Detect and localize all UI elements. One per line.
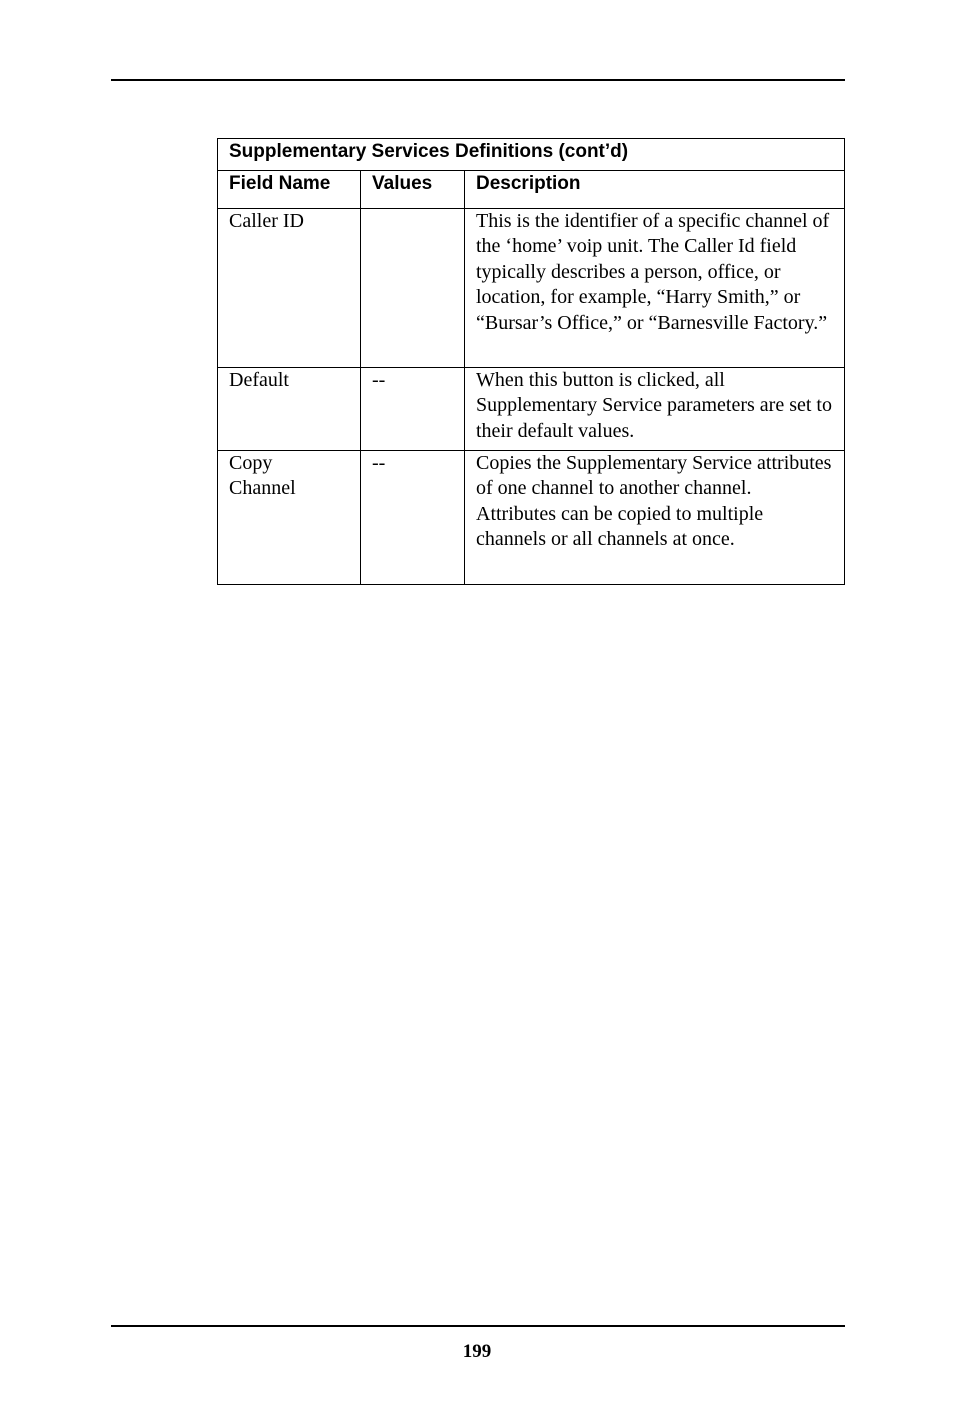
values-cell: -- (361, 451, 465, 585)
footer-rule (111, 1325, 845, 1327)
values-cell: -- (361, 368, 465, 451)
values-cell (361, 209, 465, 368)
page-number: 199 (462, 1341, 492, 1362)
column-header-description: Description (465, 171, 845, 209)
table-row (218, 368, 845, 451)
header-rule (111, 79, 845, 81)
column-header-values: Values (361, 171, 465, 209)
table-row (218, 451, 845, 585)
field-name-cell: Copy Channel (218, 451, 361, 585)
definitions-table (217, 138, 845, 585)
description-cell: This is the identifier of a specific channel of the ‘home’ voip unit. The Caller Id field typically describes a person, office, or location, for example, “Harry Smith,” or “Bursar’s Office,” or “Barnesville Factory.” (465, 209, 845, 368)
field-name-cell: Default (218, 368, 361, 451)
column-header-field-name: Field Name (218, 171, 361, 209)
table-row (218, 209, 845, 368)
description-cell: Copies the Supplementary Service attributes of one channel to another channel. Attributes can be copied to multiple channels or all channels at once. (465, 451, 845, 585)
table-caption-row (218, 139, 845, 171)
field-name-cell: Caller ID (218, 209, 361, 368)
table-header-row (218, 171, 845, 209)
description-cell: When this button is clicked, all Supplementary Service parameters are set to their default values. (465, 368, 845, 451)
table-caption: Supplementary Services Definitions (cont’d) (218, 139, 845, 171)
